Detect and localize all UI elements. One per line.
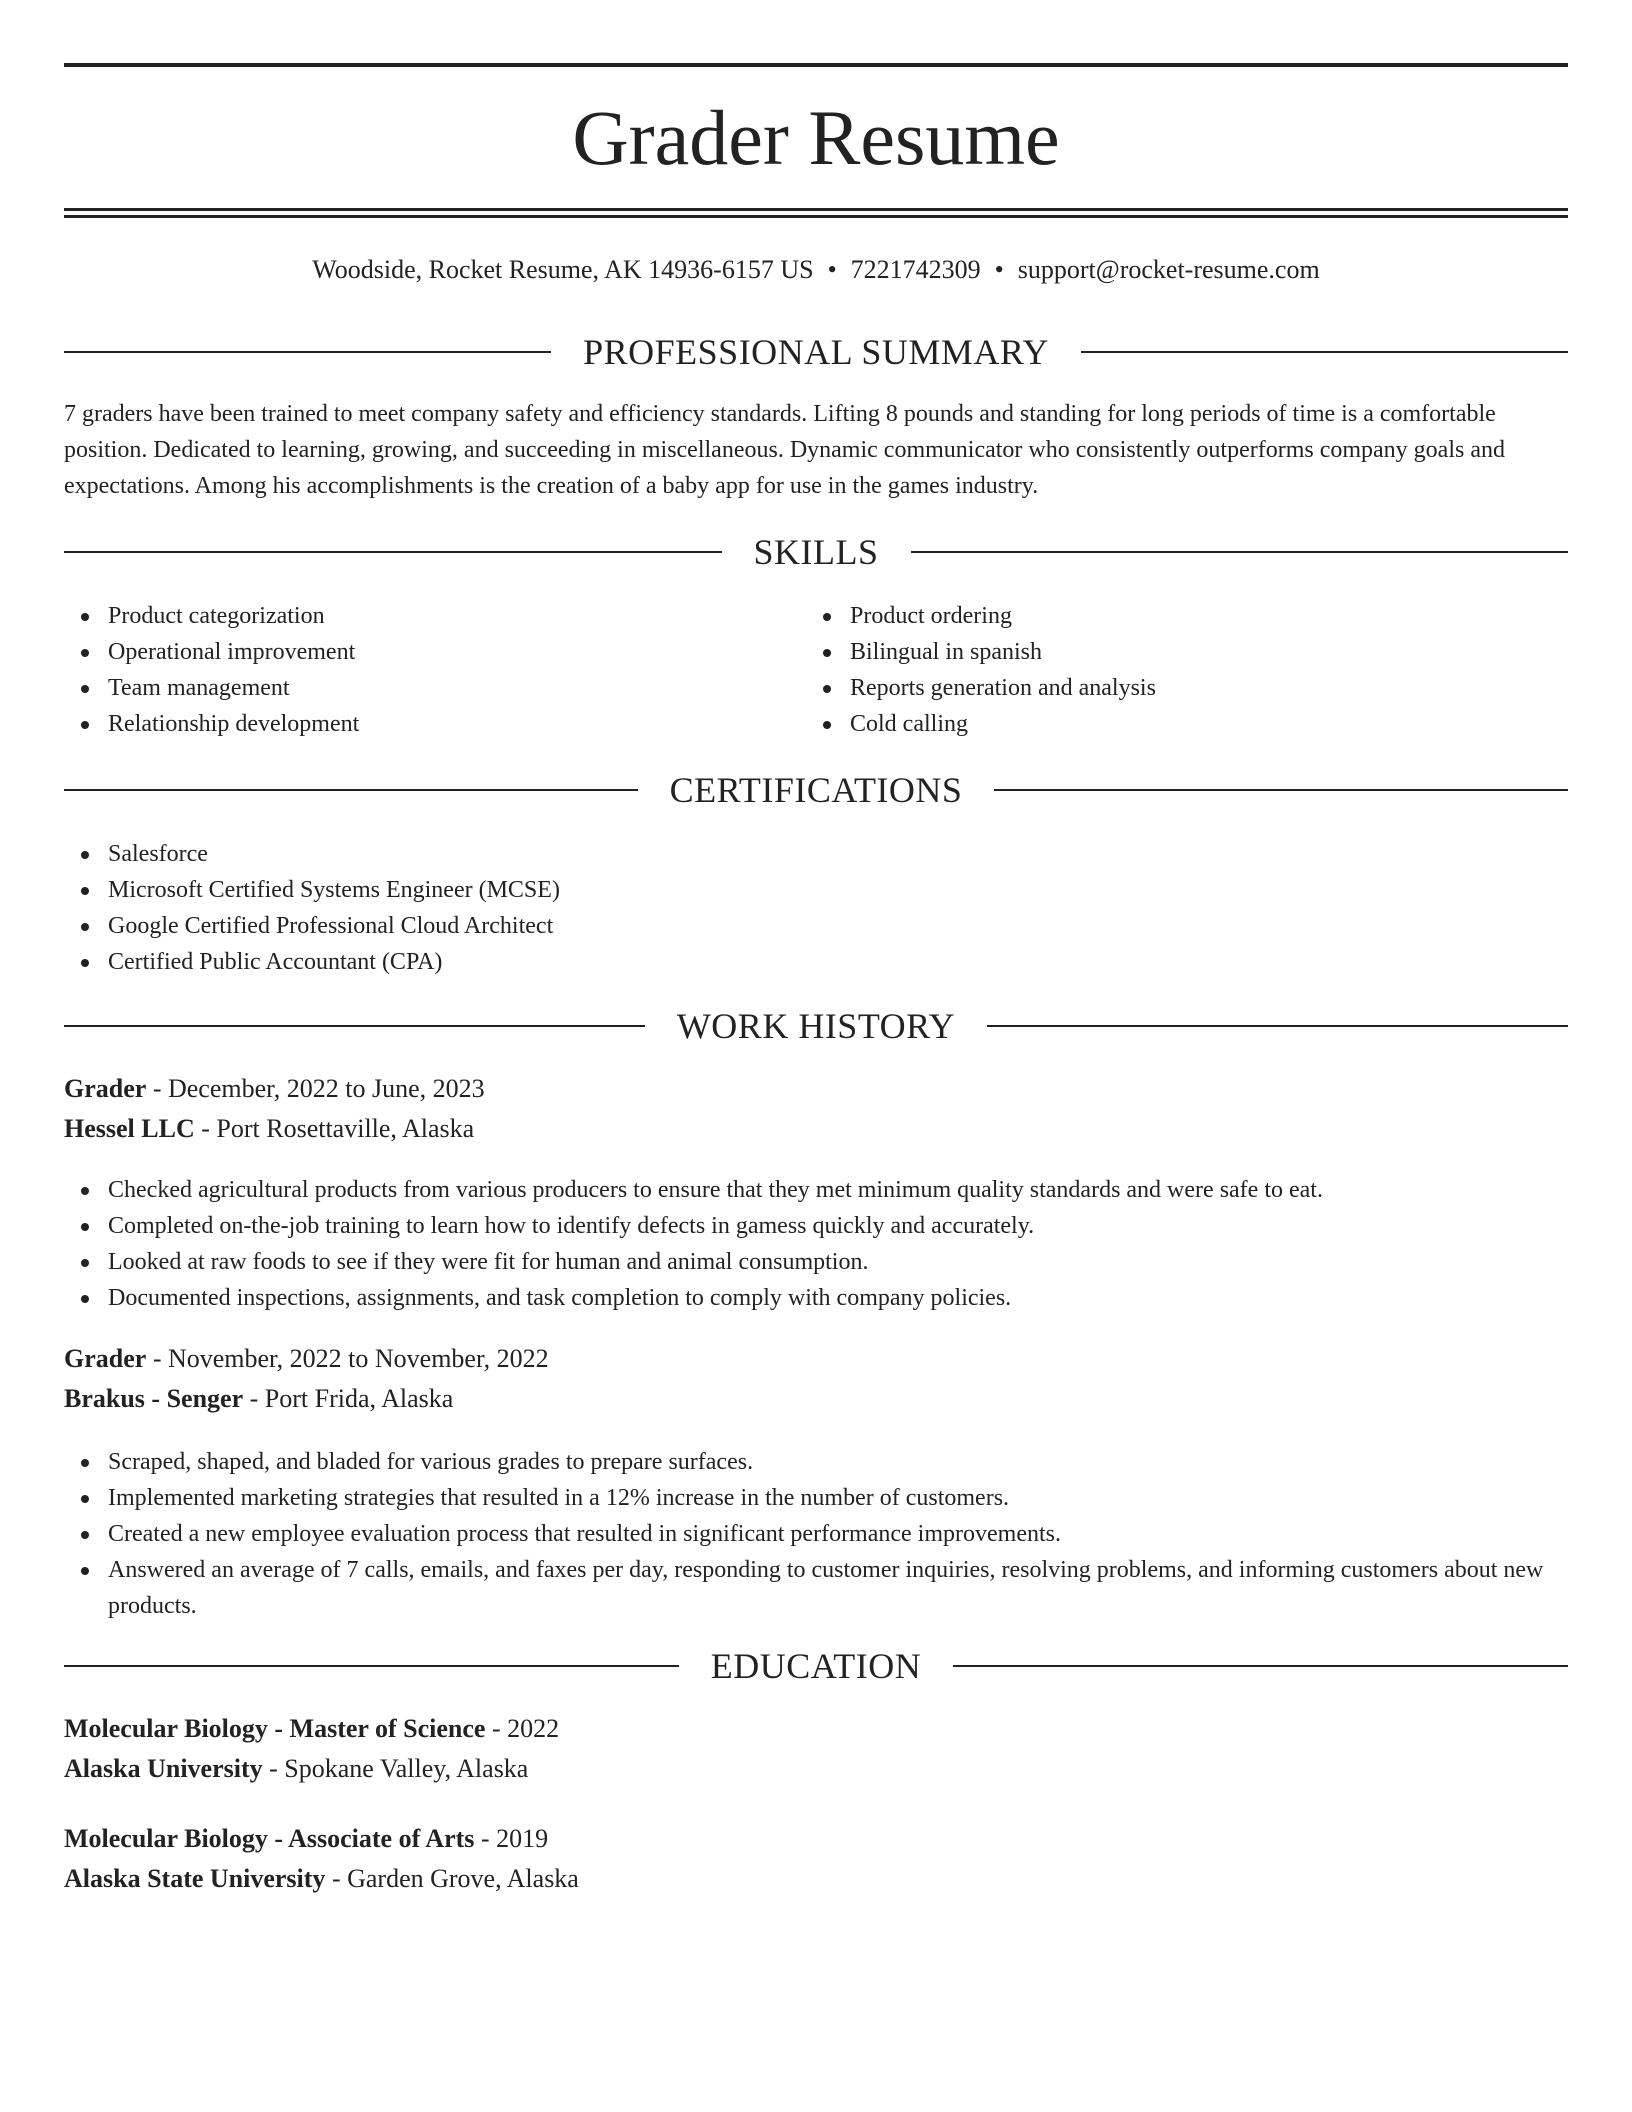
skill-item: Product ordering: [806, 598, 1566, 634]
contact-separator: •: [827, 255, 837, 284]
section-rule: [64, 351, 551, 353]
education-year: - 2022: [485, 1714, 560, 1743]
education-school-line: [64, 1860, 1568, 1898]
job-bullet: Completed on-the-job training to learn how to identify defects in gamess quickly and accurately.: [64, 1208, 1568, 1244]
section-rule: [1081, 351, 1568, 353]
contact-line: [64, 252, 1568, 288]
contact-separator: •: [994, 255, 1004, 284]
job-location: - Port Frida, Alaska: [243, 1384, 454, 1413]
section-rule: [64, 789, 638, 791]
contact-email: support@rocket-resume.com: [1017, 255, 1320, 284]
section-title-summary: PROFESSIONAL SUMMARY: [583, 332, 1049, 372]
job-title: Grader: [64, 1074, 147, 1103]
skills-list-left: [64, 598, 784, 742]
job-dates: - November, 2022 to November, 2022: [146, 1344, 549, 1373]
section-header-certifications: [64, 768, 1568, 812]
skill-item: Operational improvement: [64, 634, 784, 670]
job-bullet: Looked at raw foods to see if they were fit for human and animal consumption.: [64, 1244, 1568, 1280]
section-rule: [994, 789, 1568, 791]
education-location: - Garden Grove, Alaska: [325, 1864, 579, 1893]
job-bullet: Scraped, shaped, and bladed for various grades to prepare surfaces.: [64, 1444, 1568, 1480]
section-rule: [911, 551, 1569, 553]
job-bullet: Created a new employee evaluation process that resulted in significant performance improvements.: [64, 1516, 1568, 1552]
certification-item: Microsoft Certified Systems Engineer (MCSE): [64, 872, 1568, 908]
job-company-line: [64, 1110, 1568, 1148]
resume-title: Grader Resume: [572, 94, 1060, 181]
education-degree: Molecular Biology - Master of Science: [64, 1714, 486, 1743]
job-bullets: [64, 1172, 1568, 1316]
job-bullets: [64, 1444, 1568, 1624]
section-title-skills: SKILLS: [753, 532, 879, 572]
certification-item: Google Certified Professional Cloud Architect: [64, 908, 1568, 944]
section-rule: [64, 1665, 679, 1667]
certifications-list: [64, 836, 1568, 980]
section-rule: [64, 1025, 645, 1027]
contact-phone: 7221742309: [850, 255, 981, 284]
section-rule: [953, 1665, 1568, 1667]
skills-list-right: [806, 598, 1566, 742]
section-header-summary: [64, 330, 1568, 374]
skill-item: Reports generation and analysis: [806, 670, 1566, 706]
job-company: Brakus - Senger: [64, 1384, 244, 1413]
job-bullet: Checked agricultural products from various producers to ensure that they met minimum quality standards and were safe to eat.: [64, 1172, 1568, 1208]
section-header-work-history: [64, 1004, 1568, 1048]
skill-item: Relationship development: [64, 706, 784, 742]
education-school: Alaska State University: [64, 1864, 326, 1893]
job-title-line: [64, 1070, 1568, 1108]
skill-item: Bilingual in spanish: [806, 634, 1566, 670]
job-company: Hessel LLC: [64, 1114, 195, 1143]
job-bullet: Answered an average of 7 calls, emails, and faxes per day, responding to customer inquiries, resolving problems, and informing customers about new products.: [64, 1552, 1568, 1624]
education-degree-line: [64, 1820, 1568, 1858]
job-company-line: [64, 1380, 1568, 1418]
title-double-rule: [64, 208, 1568, 218]
skill-item: Product categorization: [64, 598, 784, 634]
top-rule: [64, 63, 1568, 67]
education-year: - 2019: [474, 1824, 549, 1853]
certification-item: Certified Public Accountant (CPA): [64, 944, 1568, 980]
section-title-work-history: WORK HISTORY: [676, 1006, 956, 1046]
education-degree: Molecular Biology - Associate of Arts: [64, 1824, 475, 1853]
section-rule: [64, 551, 722, 553]
section-rule: [987, 1025, 1568, 1027]
job-bullet: Documented inspections, assignments, and task completion to comply with company policies.: [64, 1280, 1568, 1316]
job-title-line: [64, 1340, 1568, 1378]
job-title: Grader: [64, 1344, 147, 1373]
section-header-skills: [64, 530, 1568, 574]
job-bullet: Implemented marketing strategies that resulted in a 12% increase in the number of customers.: [64, 1480, 1568, 1516]
job-location: - Port Rosettaville, Alaska: [194, 1114, 475, 1143]
summary-text: 7 graders have been trained to meet company safety and efficiency standards. Lifting 8 pounds and standing for long periods of time is a comfortable position. Dedicated to learning, growing, and succeeding in miscellaneous. Dynamic communicator who consistently outperforms company goals and expectations. Among his accomplishments is the creation of a baby app for use in the games industry.: [64, 401, 1505, 499]
skill-item: Team management: [64, 670, 784, 706]
section-title-education: EDUCATION: [710, 1646, 922, 1686]
certification-item: Salesforce: [64, 836, 1568, 872]
section-title-certifications: CERTIFICATIONS: [669, 770, 963, 810]
education-school: Alaska University: [64, 1754, 263, 1783]
education-degree-line: [64, 1710, 1568, 1748]
job-dates: - December, 2022 to June, 2023: [146, 1074, 485, 1103]
skill-item: Cold calling: [806, 706, 1566, 742]
section-header-education: [64, 1644, 1568, 1688]
education-location: - Spokane Valley, Alaska: [262, 1754, 529, 1783]
education-school-line: [64, 1750, 1568, 1788]
contact-address: Woodside, Rocket Resume, AK 14936-6157 US: [312, 255, 814, 284]
